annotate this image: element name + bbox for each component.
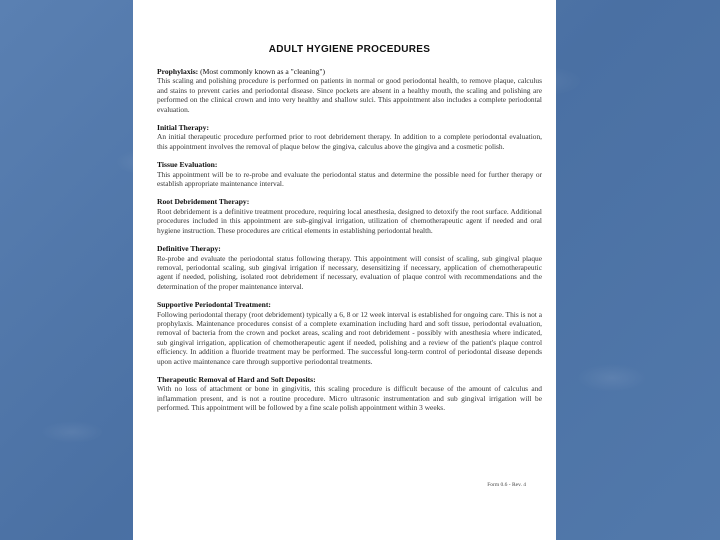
section-supportive-periodontal: [157, 300, 542, 366]
section-heading: [157, 244, 542, 253]
section-tissue-evaluation: [157, 160, 542, 188]
section-body: An initial therapeutic procedure performed prior to root debridement therapy. In addition to a complete periodontal evaluation, this appointment involves the removal of plaque below the gingiva, calculus above the gingiva and a cosmetic polish.: [157, 132, 542, 151]
section-body: With no loss of attachment or bone in gingivitis, this scaling procedure is difficult because of the amount of calculus and inflammation present, and is not a routine procedure. Micro ultrasonic instrumentation and sub gingival irrigation will be performed. This appointment will be followed by a fine scale polish appointment within 3 weeks.: [157, 384, 542, 413]
form-number: Form 0.6 - Rev. 4: [487, 482, 526, 488]
section-therapeutic-removal: [157, 375, 542, 413]
section-initial-therapy: [157, 123, 542, 151]
document-title: ADULT HYGIENE PROCEDURES: [268, 44, 431, 55]
section-prophylaxis: [157, 67, 542, 114]
section-body: This scaling and polishing procedure is performed on patients in normal or good periodontal health, to remove plaque, calculus and stains to prevent caries and periodontal disease. Since pockets are absent in a healthy mouth, the scaling and polishing are performed on the clinical crown and into very healthy and shallow sulci. This appointment also includes a complete periodontal evaluation.: [157, 76, 542, 114]
section-heading-text: Root Debridement Therapy:: [157, 197, 250, 207]
section-heading: [157, 67, 542, 76]
section-body: Root debridement is a definitive treatment procedure, requiring local anesthesia, designed to detoxify the root surface. Additional procedures included in this appointment are sub-gingival irrigation, utilization of chemotherapeutic agent if needed and oral hygiene instruction. These procedures are critical elements in establishing periodontal health.: [157, 206, 542, 235]
document-page: [133, 0, 556, 540]
section-body: Following periodontal therapy (root debridement) typically a 6, 8 or 12 week interval is established for ongoing care. This is not a prophylaxis. Maintenance procedures consist of a complete examination including hard and soft tissue, periodontal evaluation, removal of bacteria from the crown and pocket areas, scaling and root debridement - possibly with anesthesia where indicated, sub gingival irrigation, application of chemotherapeutic agent if needed, polishing and a review of the patient's plaque control efficiency. In addition a fluoride treatment may be performed. The successful long-term control of periodontal disease depends upon active maintenance care through supportive periodontal treatments.: [157, 309, 542, 366]
section-heading-text: Definitive Therapy:: [157, 244, 221, 254]
section-heading: [157, 197, 542, 206]
section-heading: [157, 123, 542, 132]
section-body: Re-probe and evaluate the periodontal status following therapy. This appointment will consist of scaling, sub gingival plaque removal, periodontal scaling, sub gingival irrigation if necessary, desensitizing if necessary, application of chemotherapeutic agent if needed, polishing, isolated root debridement if necessary, evaluation of plaque control with recommendations and the determination of the proper maintenance interval.: [157, 253, 542, 291]
section-heading: [157, 160, 542, 169]
section-body: This appointment will be to re-probe and evaluate the periodontal status and determine the possible need for further therapy or establish appropriate maintenance interval.: [157, 169, 542, 189]
section-heading-text: Initial Therapy:: [157, 123, 209, 133]
section-heading-text: Tissue Evaluation:: [157, 160, 218, 170]
section-heading-text: Supportive Periodontal Treatment:: [157, 300, 271, 310]
section-definitive-therapy: [157, 244, 542, 291]
section-root-debridement: [157, 197, 542, 235]
section-heading: [157, 375, 542, 384]
section-heading: [157, 300, 542, 309]
section-subheading: (Most commonly known as a "cleaning"): [200, 67, 326, 76]
section-heading-text: Prophylaxis:: [157, 67, 199, 76]
section-heading-text: Therapeutic Removal of Hard and Soft Deposits:: [157, 374, 316, 384]
